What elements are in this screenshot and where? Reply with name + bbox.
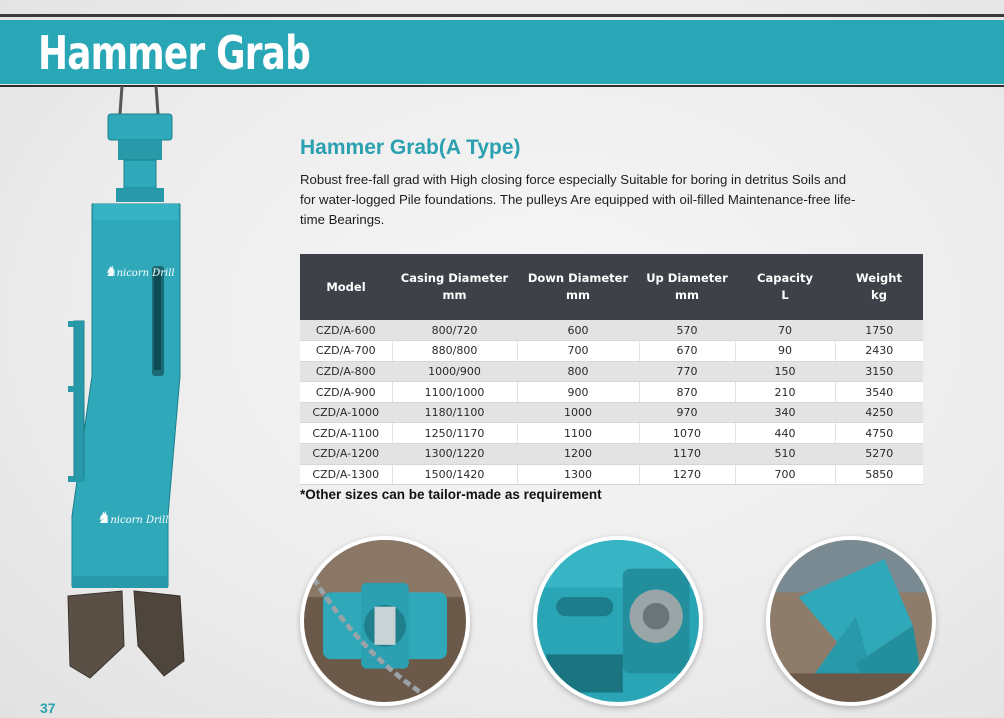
column-header: Down Diameter mm xyxy=(527,271,629,302)
column-header: Model xyxy=(326,279,366,294)
table-header-row xyxy=(300,254,923,320)
table-row: CZD/A-600 800/720 600 570 70 1750 xyxy=(300,320,923,341)
table-row: CZD/A-1100 1250/1170 1100 1070 440 4750 xyxy=(300,423,923,444)
product-description: Robust free-fall grad with High closing force especially Suitable for boring in detritus Soils and for water-logged Pile foundations. The pulleys Are equipped with oil-filled Maintenance-free life-time Bearings. xyxy=(300,172,856,227)
table-row: CZD/A-1300 1500/1420 1300 1270 700 5850 xyxy=(300,464,923,485)
spec-table xyxy=(300,254,923,485)
table-row: CZD/A-700 880/800 700 670 90 2430 xyxy=(300,341,923,362)
detail-photo-jaws xyxy=(766,536,936,706)
column-header: Up Diameter mm xyxy=(646,271,728,302)
brand-logo-lower: ♞nicorn Drill xyxy=(96,508,169,527)
hammer-grab-machine-image xyxy=(60,86,200,686)
column-header: Casing Diameter mm xyxy=(400,271,509,302)
footnote: *Other sizes can be tailor-made as requirement xyxy=(300,487,602,502)
column-header: Weight kg xyxy=(856,271,902,302)
top-rule xyxy=(0,14,1004,17)
product-title: Hammer Grab(A Type) xyxy=(300,136,521,159)
column-header: Capacity L xyxy=(757,271,813,302)
table-row: CZD/A-1200 1300/1220 1200 1170 510 5270 xyxy=(300,444,923,465)
detail-photo-bearing xyxy=(533,536,703,706)
table-row: CZD/A-1000 1180/1100 1000 970 340 4250 xyxy=(300,402,923,423)
detail-photo-pulley-chain xyxy=(300,536,470,706)
page-number: 37 xyxy=(40,700,56,716)
page-title: Hammer Grab xyxy=(38,26,311,80)
header-band xyxy=(0,20,1004,84)
brand-logo-upper: ♞nicorn Drill xyxy=(104,264,175,280)
table-row: CZD/A-800 1000/900 800 770 150 3150 xyxy=(300,361,923,382)
table-row: CZD/A-900 1100/1000 900 870 210 3540 xyxy=(300,382,923,403)
